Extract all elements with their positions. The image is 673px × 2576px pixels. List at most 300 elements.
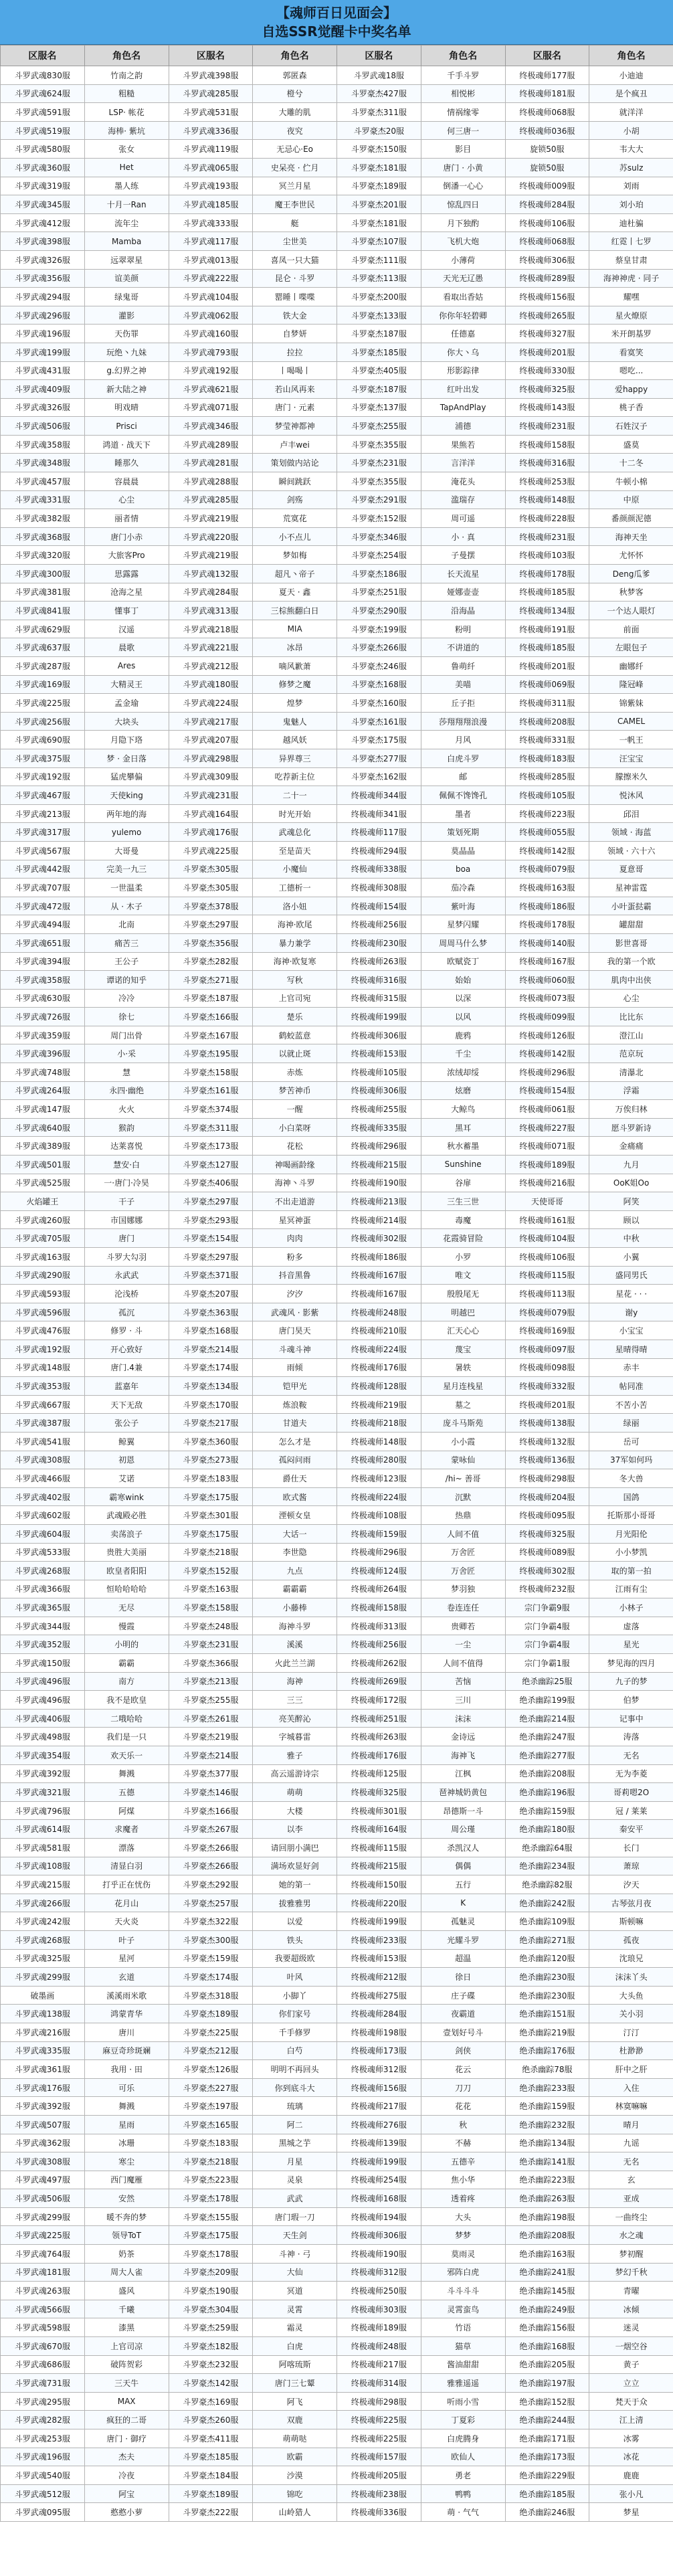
cell-server-1: 斗罗武魂392服 — [1, 1764, 85, 1783]
cell-server-4: 绝杀幽踪205服 — [505, 2355, 589, 2374]
cell-role-1: 完美一九三 — [84, 860, 169, 879]
cell-role-2: 溪溪 — [253, 1635, 337, 1654]
cell-role-1: 周大人雀 — [84, 2263, 169, 2282]
cell-role-2: 修梦之魔 — [253, 675, 337, 694]
cell-server-2: 斗罗豪杰318服 — [169, 1986, 253, 2005]
cell-server-4: 终极魂师106服 — [505, 213, 589, 232]
table-row — [1, 2041, 673, 2060]
cell-server-1: 斗罗武魂196服 — [1, 2448, 85, 2466]
table-row — [1, 288, 673, 306]
cell-role-2: 怎么才是 — [253, 1432, 337, 1451]
cell-role-1: 大哥曼 — [84, 841, 169, 860]
cell-server-4: 终极魂师231服 — [505, 417, 589, 436]
table-row — [1, 2429, 673, 2448]
cell-server-1: 斗罗武魂299服 — [1, 1968, 85, 1987]
cell-role-3: 炫磨 — [421, 1081, 505, 1100]
cell-role-1: 上官司凉 — [84, 2337, 169, 2356]
cell-server-1: 斗罗武魂358服 — [1, 435, 85, 454]
table-row — [1, 657, 673, 676]
cell-role-4: 江上清 — [589, 2411, 673, 2429]
cell-server-1: 斗罗武魂651服 — [1, 933, 85, 952]
cell-role-4: 顾以 — [589, 1210, 673, 1229]
cell-server-1: 斗罗武魂095服 — [1, 2503, 85, 2522]
cell-role-4: 迷灵 — [589, 2318, 673, 2337]
cell-server-1: 斗罗武魂358服 — [1, 971, 85, 990]
cell-role-3: 紫叶海 — [421, 897, 505, 915]
cell-role-4: 冠 / 莱莱 — [589, 1801, 673, 1820]
cell-role-3: 万舍匠 — [421, 1562, 505, 1580]
cell-role-1: 两年地的海 — [84, 804, 169, 823]
cell-server-2: 斗罗武魂398服 — [169, 66, 253, 85]
table-row — [1, 2060, 673, 2079]
cell-server-4: 终极魂师055服 — [505, 823, 589, 842]
cell-role-1: 杰夫 — [84, 2448, 169, 2466]
cell-server-3: 终极魂师190服 — [337, 2245, 421, 2264]
table-row — [1, 269, 673, 288]
cell-role-3: 花花 — [421, 2097, 505, 2116]
table-row — [1, 989, 673, 1008]
cell-role-1: 暖不奔的梦 — [84, 2207, 169, 2226]
cell-role-2: 白虎 — [253, 2337, 337, 2356]
cell-server-2: 斗罗武魂222服 — [169, 269, 253, 288]
cell-role-2: 喜凤一只大猫 — [253, 250, 337, 269]
cell-server-3: 终极魂师164服 — [337, 1820, 421, 1839]
cell-server-1: 斗罗武魂300服 — [1, 565, 85, 583]
cell-server-4: 绝杀幽踪180服 — [505, 1820, 589, 1839]
cell-server-2: 斗罗武魂221服 — [169, 638, 253, 657]
cell-role-4: 愿斗罗新诗 — [589, 1118, 673, 1137]
cell-server-2: 斗罗豪杰374服 — [169, 1100, 253, 1119]
cell-server-2: 斗罗豪杰146服 — [169, 1783, 253, 1802]
table-row — [1, 121, 673, 140]
cell-server-1: 斗罗武魂389服 — [1, 1137, 85, 1156]
cell-server-3: 终极魂师186服 — [337, 1248, 421, 1267]
cell-role-1: 霸霸 — [84, 1654, 169, 1673]
cell-server-1: 斗罗武魂402服 — [1, 1487, 85, 1506]
cell-server-3: 终极魂师139服 — [337, 2134, 421, 2152]
cell-role-2: 黑城之芋 — [253, 2134, 337, 2152]
cell-server-2: 斗罗豪杰190服 — [169, 2282, 253, 2300]
cell-role-1: 霸寒wink — [84, 1487, 169, 1506]
cell-role-4: 梵天于众 — [589, 2392, 673, 2411]
cell-role-2: 灵霄 — [253, 2300, 337, 2318]
cell-server-2: 斗罗豪杰305服 — [169, 879, 253, 897]
cell-server-3: 终极魂师315服 — [337, 989, 421, 1008]
cell-server-1: 斗罗武魂581服 — [1, 1839, 85, 1857]
cell-server-3: 斗罗豪杰427服 — [337, 84, 421, 103]
cell-server-3: 斗罗豪杰200服 — [337, 288, 421, 306]
cell-server-3: 终极魂师276服 — [337, 2115, 421, 2134]
cell-role-2: 月星 — [253, 2152, 337, 2171]
cell-server-3: 终极魂师153服 — [337, 1949, 421, 1968]
cell-role-2: 拉拉 — [253, 343, 337, 361]
cell-role-2: 冥道 — [253, 2282, 337, 2300]
cell-server-2: 斗罗豪杰259服 — [169, 2318, 253, 2337]
cell-role-3: 何三唐一 — [421, 121, 505, 140]
cell-role-3: 千手斗罗 — [421, 66, 505, 85]
cell-server-1: 斗罗武魂326服 — [1, 250, 85, 269]
cell-server-2: 斗罗豪杰217服 — [169, 1414, 253, 1433]
cell-server-1: 斗罗武魂138服 — [1, 2005, 85, 2023]
cell-role-2: 白芍 — [253, 2041, 337, 2060]
cell-server-2: 斗罗武魂288服 — [169, 472, 253, 491]
cell-server-1: 斗罗武魂295服 — [1, 2392, 85, 2411]
cell-role-4: 国鸽 — [589, 1487, 673, 1506]
cell-server-1: 斗罗武魂148服 — [1, 1358, 85, 1377]
cell-server-2: 斗罗豪杰178服 — [169, 2245, 253, 2264]
cell-server-2: 斗罗豪杰168服 — [169, 1321, 253, 1340]
cell-role-4: 海神神虎 · 同子 — [589, 269, 673, 288]
cell-server-1: 斗罗武魂326服 — [1, 398, 85, 417]
cell-role-2: 沙漠 — [253, 2466, 337, 2485]
cell-server-3: 终极魂师312服 — [337, 2060, 421, 2079]
cell-server-2: 斗罗豪杰257服 — [169, 1894, 253, 1912]
cell-server-1: 斗罗武魂392服 — [1, 2097, 85, 2116]
table-row — [1, 786, 673, 805]
cell-role-1: 容晨晨 — [84, 472, 169, 491]
table-row — [1, 527, 673, 546]
cell-server-3: 终极魂师303服 — [337, 2300, 421, 2318]
cell-server-3: 终极魂师275服 — [337, 1986, 421, 2005]
cell-role-2: 吃荐新主位 — [253, 767, 337, 786]
cell-server-4: 终极魂师106服 — [505, 1248, 589, 1267]
cell-server-1: 斗罗武魂176服 — [1, 2078, 85, 2097]
cell-role-4: 小小梦凯 — [589, 1543, 673, 1562]
cell-server-2: 斗罗武魂336服 — [169, 121, 253, 140]
cell-role-3: 天光无辽愚 — [421, 269, 505, 288]
cell-role-1: 我们是一只 — [84, 1728, 169, 1746]
cell-role-4: 九月 — [589, 1156, 673, 1174]
cell-server-3: 终极魂师263服 — [337, 952, 421, 971]
cell-role-4: 迪杜骗 — [589, 213, 673, 232]
cell-role-4: 不苦小苦 — [589, 1395, 673, 1414]
table-row — [1, 546, 673, 565]
cell-server-3: 斗罗豪杰187服 — [337, 380, 421, 399]
table-row — [1, 1543, 673, 1562]
cell-server-3: 终极魂师230服 — [337, 933, 421, 952]
cell-server-3: 斗罗豪杰346服 — [337, 527, 421, 546]
cell-role-4: 桃子香 — [589, 398, 673, 417]
cell-role-3: 毒魔 — [421, 1210, 505, 1229]
cell-server-4: 终极魂师097服 — [505, 1340, 589, 1358]
cell-role-4: 左眼包子 — [589, 638, 673, 657]
cell-role-4: 汐天 — [589, 1875, 673, 1894]
cell-server-2: 斗罗豪杰209服 — [169, 2263, 253, 2282]
cell-server-3: 终极魂师157服 — [337, 2448, 421, 2466]
cell-server-1: 斗罗武魂169服 — [1, 675, 85, 694]
cell-server-2: 斗罗武魂219服 — [169, 546, 253, 565]
cell-server-4: 终极魂师330服 — [505, 361, 589, 380]
cell-server-2: 斗罗豪杰155服 — [169, 2207, 253, 2226]
cell-role-2: 大话一 — [253, 1524, 337, 1543]
cell-role-3: K — [421, 1894, 505, 1912]
table-row — [1, 2171, 673, 2189]
cell-role-3: 蒙咏仙 — [421, 1451, 505, 1469]
cell-role-2: 灵泉 — [253, 2171, 337, 2189]
header-row — [1, 45, 673, 66]
table-row — [1, 971, 673, 990]
cell-role-4: OoK姐Oo — [589, 1174, 673, 1192]
cell-role-4: 涛落 — [589, 1728, 673, 1746]
cell-role-2: 欧霸 — [253, 2448, 337, 2466]
cell-role-3: 唐门 · 小黄 — [421, 158, 505, 177]
table-row — [1, 1081, 673, 1100]
cell-role-3: 琶神城奶黄包 — [421, 1783, 505, 1802]
cell-role-1: 天伤罪 — [84, 325, 169, 343]
cell-server-1: 斗罗武魂196服 — [1, 325, 85, 343]
cell-server-1: 斗罗武魂533服 — [1, 1543, 85, 1562]
cell-server-2: 斗罗武魂218服 — [169, 620, 253, 638]
table-row — [1, 1506, 673, 1525]
table-row — [1, 712, 673, 731]
table-row — [1, 1192, 673, 1211]
cell-role-3: 透着疼 — [421, 2189, 505, 2208]
cell-server-2: 斗罗武魂117服 — [169, 232, 253, 251]
cell-role-3: 鹿鸦 — [421, 1026, 505, 1044]
cell-server-4: 终极魂师095服 — [505, 1506, 589, 1525]
cell-role-3: 长天流星 — [421, 565, 505, 583]
cell-role-2: 山岭猎人 — [253, 2503, 337, 2522]
table-row — [1, 1949, 673, 1968]
cell-role-1: 修罗 · 斗 — [84, 1321, 169, 1340]
cell-server-3: 终极魂师256服 — [337, 1635, 421, 1654]
cell-server-2: 斗罗豪杰142服 — [169, 2374, 253, 2393]
cell-role-3: 莎翔翔翔浪漫 — [421, 712, 505, 731]
cell-role-4: 冰雾 — [589, 2429, 673, 2448]
cell-server-4: 绝杀幽踪219服 — [505, 2023, 589, 2041]
cell-role-4: 清瀑北 — [589, 1063, 673, 1082]
table-row — [1, 879, 673, 897]
cell-server-1: 斗罗武魂290服 — [1, 1266, 85, 1285]
cell-server-1: 斗罗武魂476服 — [1, 1321, 85, 1340]
cell-server-2: 斗罗豪杰300服 — [169, 1930, 253, 1949]
cell-server-4: 终极魂师189服 — [505, 1156, 589, 1174]
table-row — [1, 749, 673, 767]
cell-server-4: 终极魂师331服 — [505, 731, 589, 749]
cell-role-4: 哥莉嗯2O — [589, 1783, 673, 1802]
cell-role-3: 星梦闪耀 — [421, 915, 505, 934]
cell-server-1: 斗罗武魂507服 — [1, 2115, 85, 2134]
cell-server-4: 终极魂师156服 — [505, 288, 589, 306]
cell-server-2: 斗罗武魂621服 — [169, 380, 253, 399]
cell-role-3: 剑侠 — [421, 2041, 505, 2060]
cell-server-4: 终极魂师289服 — [505, 269, 589, 288]
cell-server-2: 斗罗豪杰297服 — [169, 915, 253, 934]
cell-role-1: 玩绝丶九妹 — [84, 343, 169, 361]
cell-role-2: 高云遥游诗宗 — [253, 1764, 337, 1783]
cell-server-4: 终极魂师311服 — [505, 694, 589, 713]
cell-server-2: 斗罗武魂193服 — [169, 177, 253, 195]
cell-server-3: 终极魂师105服 — [337, 1063, 421, 1082]
cell-role-1: 漂落 — [84, 1839, 169, 1857]
cell-server-2: 斗罗武魂313服 — [169, 602, 253, 620]
table-row — [1, 1137, 673, 1156]
cell-role-4: 小胡 — [589, 121, 673, 140]
cell-server-3: 终极魂师250服 — [337, 2282, 421, 2300]
cell-server-2: 斗罗豪杰126服 — [169, 2060, 253, 2079]
cell-role-4: 牛顿小棉 — [589, 472, 673, 491]
cell-server-1: 斗罗武魂629服 — [1, 620, 85, 638]
cell-role-2: 霸霸霸 — [253, 1580, 337, 1598]
cell-role-2: 唐门 · 元素 — [253, 398, 337, 417]
cell-role-3: 孤魅灵 — [421, 1912, 505, 1931]
table-row — [1, 2503, 673, 2522]
cell-server-2: 斗罗武魂164服 — [169, 804, 253, 823]
table-row — [1, 1968, 673, 1987]
cell-server-2: 斗罗武魂065服 — [169, 158, 253, 177]
cell-server-4: 终极魂师232服 — [505, 1580, 589, 1598]
cell-role-4: 悦沐风 — [589, 786, 673, 805]
cell-role-1: 舞溅 — [84, 1764, 169, 1783]
table-row — [1, 1414, 673, 1433]
cell-server-4: 绝杀幽踪223服 — [505, 2171, 589, 2189]
cell-server-4: 终极魂师142服 — [505, 841, 589, 860]
cell-role-1: 千曦 — [84, 2300, 169, 2318]
cell-role-2: 煌梦 — [253, 694, 337, 713]
cell-role-2: 时光开始 — [253, 804, 337, 823]
cell-server-1: 斗罗武魂398服 — [1, 232, 85, 251]
cell-role-4: 肌肉中出侠 — [589, 971, 673, 990]
cell-server-4: 旋锁50服 — [505, 140, 589, 159]
cell-role-2: 李世隐 — [253, 1543, 337, 1562]
cell-role-1: 张公子 — [84, 1414, 169, 1433]
cell-role-2: 阿二 — [253, 2115, 337, 2134]
cell-role-2: 冰昂 — [253, 638, 337, 657]
cell-server-1: 斗罗武魂317服 — [1, 823, 85, 842]
cell-server-3: 斗罗豪杰113服 — [337, 269, 421, 288]
cell-server-4: 绝杀幽踪247服 — [505, 1728, 589, 1746]
cell-role-3: 庞斗马斯苑 — [421, 1414, 505, 1433]
cell-role-1: 欧皇者阳阳 — [84, 1562, 169, 1580]
cell-server-1: 斗罗武魂359服 — [1, 1026, 85, 1044]
cell-role-1: 汉遥 — [84, 620, 169, 638]
cell-server-4: 绝杀幽踪196服 — [505, 1783, 589, 1802]
cell-role-3: 梦梦 — [421, 2226, 505, 2245]
cell-role-2: 尘世美 — [253, 232, 337, 251]
cell-server-3: 斗罗豪杰187服 — [337, 325, 421, 343]
cell-role-2: 写秋 — [253, 971, 337, 990]
cell-server-4: 终极魂师325服 — [505, 1524, 589, 1543]
cell-role-1: 疯狂的二哥 — [84, 2411, 169, 2429]
cell-server-4: 终极魂师201服 — [505, 657, 589, 676]
table-row — [1, 1321, 673, 1340]
cell-server-2: 斗罗豪杰218服 — [169, 1543, 253, 1562]
cell-role-4: 秋梦客 — [589, 583, 673, 602]
cell-role-1: 达莱喜悦 — [84, 1137, 169, 1156]
cell-role-2: 雅子 — [253, 1746, 337, 1765]
cell-server-3: 终极魂师190服 — [337, 1174, 421, 1192]
cell-role-1: 清显白羽 — [84, 1857, 169, 1875]
cell-server-2: 斗罗豪杰282服 — [169, 952, 253, 971]
cell-server-2: 斗罗豪杰158服 — [169, 1598, 253, 1617]
cell-server-3: 终极魂师217服 — [337, 2097, 421, 2116]
cell-server-2: 斗罗豪杰378服 — [169, 897, 253, 915]
cell-server-2: 斗罗豪杰273服 — [169, 1451, 253, 1469]
cell-role-1: 欢天乐一 — [84, 1746, 169, 1765]
cell-server-4: 宗门争霸4服 — [505, 1635, 589, 1654]
cell-server-2: 斗罗豪杰178服 — [169, 2189, 253, 2208]
cell-server-4: 终极魂师103服 — [505, 546, 589, 565]
cell-server-4: 终极魂师148服 — [505, 490, 589, 509]
table-row — [1, 1358, 673, 1377]
cell-server-2: 斗罗豪杰189服 — [169, 2005, 253, 2023]
cell-server-1: 斗罗武魂690服 — [1, 731, 85, 749]
cell-role-2: 雨倾 — [253, 1358, 337, 1377]
cell-role-3: 斗斗斗斗 — [421, 2282, 505, 2300]
cell-server-3: 斗罗豪杰20服 — [337, 121, 421, 140]
cell-server-3: 终极魂师159服 — [337, 1524, 421, 1543]
cell-role-4: 夏意哥 — [589, 860, 673, 879]
cell-role-4: 冰花 — [589, 2448, 673, 2466]
cell-server-4: 终极魂师068服 — [505, 232, 589, 251]
cell-role-2: 铠甲光 — [253, 1377, 337, 1396]
table-row — [1, 1728, 673, 1746]
cell-role-3: 杀凯汉人 — [421, 1839, 505, 1857]
table-row — [1, 841, 673, 860]
cell-server-4: 绝杀幽踪230服 — [505, 1968, 589, 1987]
table-row — [1, 1801, 673, 1820]
cell-role-1: 奶茶 — [84, 2245, 169, 2264]
cell-role-2: 鬼魅人 — [253, 712, 337, 731]
cell-server-4: 终极魂师115服 — [505, 1266, 589, 1285]
cell-role-4: 星晴得晴 — [589, 1340, 673, 1358]
cell-role-3: 秋 — [421, 2115, 505, 2134]
cell-role-2: 至是苗天 — [253, 841, 337, 860]
table-row — [1, 1635, 673, 1654]
cell-server-2: 斗罗武魂284服 — [169, 583, 253, 602]
cell-server-2: 斗罗豪杰195服 — [169, 1044, 253, 1063]
cell-role-1: 从 · 木子 — [84, 897, 169, 915]
cell-server-1: 斗罗武魂506服 — [1, 2189, 85, 2208]
cell-server-3: 斗罗豪杰181服 — [337, 158, 421, 177]
cell-server-4: 终极魂师158服 — [505, 435, 589, 454]
cell-server-1: 斗罗武魂344服 — [1, 1617, 85, 1635]
cell-server-2: 斗罗豪杰271服 — [169, 971, 253, 990]
cell-role-4: 星神雷霆 — [589, 879, 673, 897]
header-server-3: 区服名 — [337, 45, 421, 66]
cell-server-2: 斗罗豪杰255服 — [169, 1691, 253, 1710]
cell-role-1: 安然 — [84, 2189, 169, 2208]
cell-role-2: 以李 — [253, 1820, 337, 1839]
cell-server-2: 斗罗豪杰183服 — [169, 2134, 253, 2152]
cell-server-1: 斗罗武魂335服 — [1, 2041, 85, 2060]
cell-server-2: 斗罗武魂298服 — [169, 749, 253, 767]
table-row — [1, 1783, 673, 1802]
cell-role-4: 阿笑 — [589, 1192, 673, 1211]
cell-role-1: 憨憨小萝 — [84, 2503, 169, 2522]
cell-role-4: 浮霜 — [589, 1081, 673, 1100]
cell-server-1: 斗罗武魂567服 — [1, 841, 85, 860]
cell-server-2: 斗罗豪杰184服 — [169, 2466, 253, 2485]
cell-server-4: 天使哥哥 — [505, 1192, 589, 1211]
cell-role-1: Mamba — [84, 232, 169, 251]
cell-role-1: 寒尘 — [84, 2152, 169, 2171]
cell-server-2: 斗罗豪杰158服 — [169, 1063, 253, 1082]
table-row — [1, 1764, 673, 1783]
cell-server-2: 斗罗豪杰214服 — [169, 1746, 253, 1765]
table-row — [1, 213, 673, 232]
cell-server-1: 斗罗武魂321服 — [1, 1783, 85, 1802]
cell-server-4: 终极魂师073服 — [505, 989, 589, 1008]
cell-server-2: 斗罗豪杰189服 — [169, 2484, 253, 2503]
cell-server-2: 斗罗豪杰304服 — [169, 2300, 253, 2318]
cell-server-3: 终极魂师213服 — [337, 1192, 421, 1211]
cell-role-2: 无忌心·Eo — [253, 140, 337, 159]
cell-role-4: 冰倾 — [589, 2300, 673, 2318]
cell-role-2: 小白菜呀 — [253, 1118, 337, 1137]
cell-server-4: 终极魂师306服 — [505, 250, 589, 269]
cell-role-4: 梦幻千秋 — [589, 2263, 673, 2282]
